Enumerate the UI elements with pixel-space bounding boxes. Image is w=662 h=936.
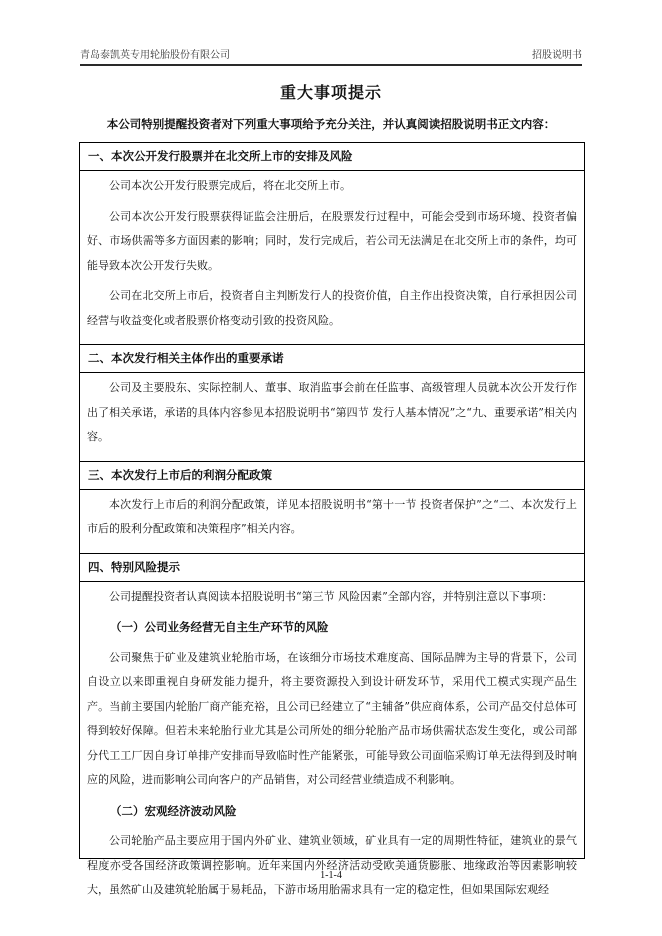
section-heading-4: 四、特别风险提示 bbox=[80, 553, 584, 582]
page-title: 重大事项提示 bbox=[279, 83, 382, 102]
section-body-3 bbox=[80, 490, 584, 553]
paragraph: 公司本次公开发行股票获得证监会注册后，在股票发行过程中，可能会受到市场环境、投资者偏好、市场供需等多方面因素的影响；同时，发行完成后，若公司无法满足在北交所上市的条件，均可能导致本次公开发行失败。 bbox=[87, 209, 577, 272]
section-heading-1: 一、本次公开发行股票并在北交所上市的安排及风险 bbox=[80, 143, 584, 171]
intro-statement: 本公司特别提醒投资者对下列重大事项给予充分关注，并认真阅读招股说明书正文内容： bbox=[106, 117, 556, 131]
header-doc-type: 招股说明书 bbox=[532, 50, 582, 61]
header-company-name: 青岛泰凯英专用轮胎股份有限公司 bbox=[80, 50, 230, 61]
subsection-heading: （一）公司业务经营无自主生产环节的风险 bbox=[110, 620, 329, 634]
section-heading-3: 三、本次发行上市后的利润分配政策 bbox=[80, 461, 584, 490]
paragraph: 公司轮胎产品主要应用于国内外矿业、建筑业领域，矿业具有一定的周期性特征，建筑业的景气程度亦受各国经济政策调控影响。近年来国内外经济活动受欧美通货膨胀、地缘政治等因素影响较大，虽然矿山及建筑轮胎属于易耗品，下游市场用胎需求具有一定的稳定性，但如果国际宏观经 bbox=[87, 834, 577, 896]
section-body-1 bbox=[80, 171, 584, 344]
paragraph: 公司提醒投资者认真阅读本招股说明书“第三节 风险因素”全部内容，并特别注意以下事项： bbox=[109, 589, 553, 603]
section-body-4 bbox=[80, 582, 584, 914]
paragraph: 公司本次公开发行股票完成后，将在北交所上市。 bbox=[109, 179, 351, 192]
page-number: 1-1-4 bbox=[320, 870, 342, 881]
paragraph: 公司及主要股东、实际控制人、董事、取消监事会前在任监事、高级管理人员就本次公开发行作出了相关承诺，承诺的具体内容参见本招股说明书“第四节 发行人基本情况”之“九、重要承诺”相关内容。 bbox=[87, 381, 577, 443]
paragraph: 公司聚焦于矿业及建筑业轮胎市场，在该细分市场技术难度高、国际品牌为主导的背景下，公司自设立以来即重视自身研发能力提升，将主要资源投入到设计研发环节，采用代工模式实现产品生产。当前主要国内轮胎厂商产能充裕，且公司已经建立了“主辅备”供应商体系，公司产品交付总体可得到较好保障。但若未来轮胎行业尤其是公司所处的细分轮胎产品市场供需状态发生变化，或公司部分代工工厂因自身订单排产安排而导致临时性产能紧张，可能导致公司面临采购订单无法得到及时响应的风险，进而影响公司向客户的产品销售，对公司经营业绩造成不利影响。 bbox=[87, 650, 577, 786]
section-heading-2: 二、本次发行相关主体作出的重要承诺 bbox=[80, 344, 584, 373]
paragraph: 本次发行上市后的利润分配政策，详见本招股说明书“第十一节 投资者保护”之“二、本次发行上市后的股利分配政策和决策程序”相关内容。 bbox=[87, 497, 577, 535]
page-header bbox=[80, 42, 582, 66]
paragraph: 公司在北交所上市后，投资者自主判断发行人的投资价值，自主作出投资决策，自行承担因公司经营与收益变化或者股票价格变动引致的投资风险。 bbox=[87, 289, 577, 327]
subsection-heading: （二）宏观经济波动风险 bbox=[110, 803, 237, 818]
section-body-2 bbox=[80, 373, 584, 461]
